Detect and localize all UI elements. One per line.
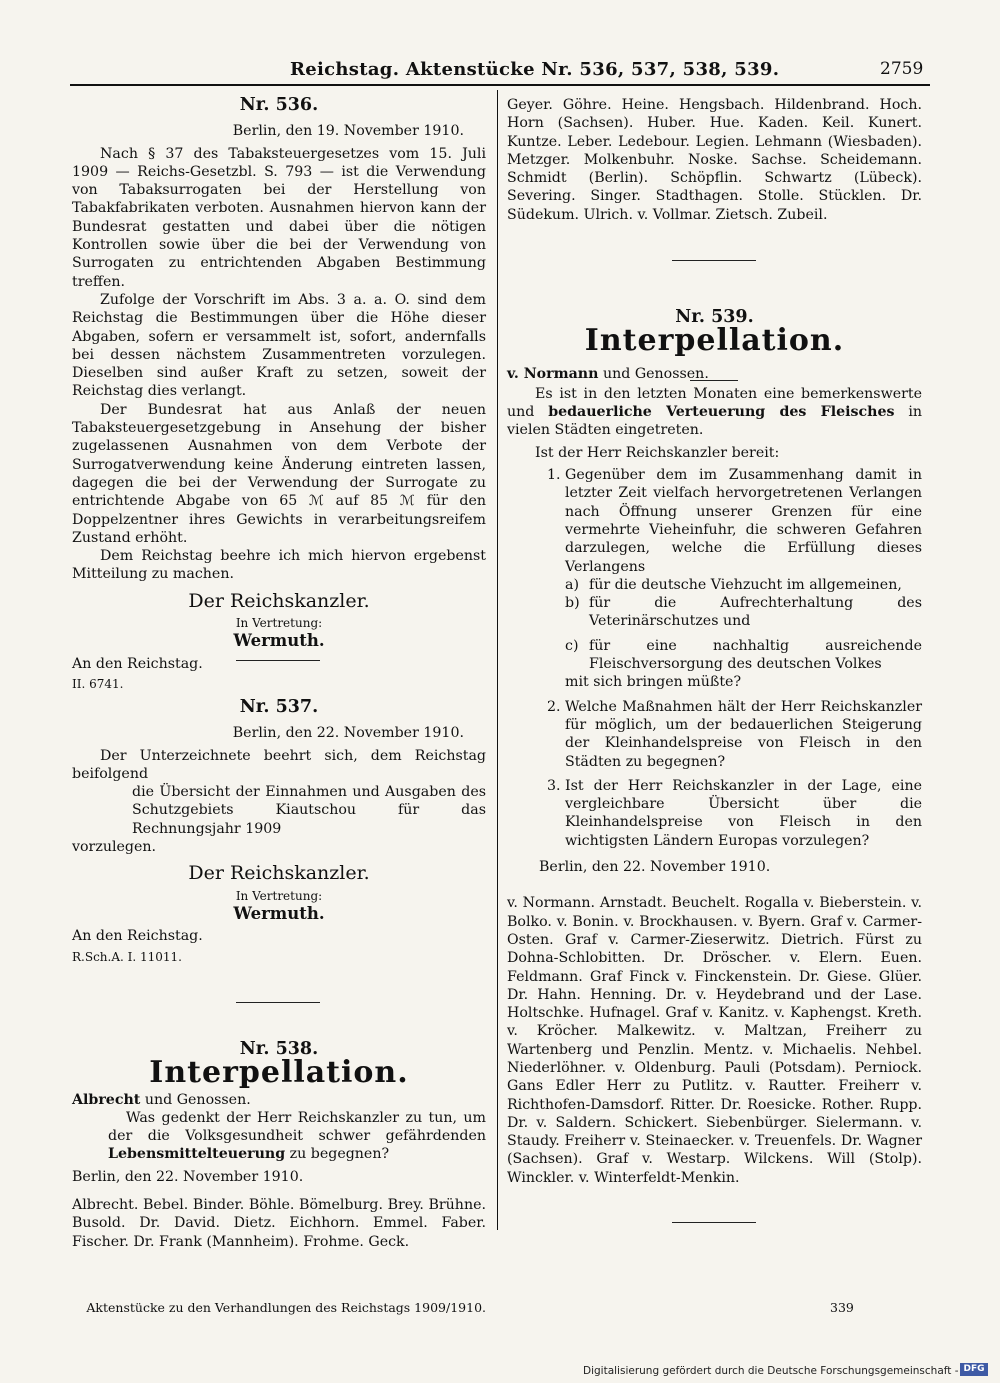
list-item-number: 2. (547, 698, 561, 715)
doc-537-signer: Der Reichskanzler. (188, 862, 370, 885)
sub-item-a (507, 576, 922, 594)
doc-536-paragraph-1: Nach § 37 des Tabaksteuergesetzes vom 15. Juli 1909 — Reichs-Gesetzbl. S. 793 — ist die Verwendung von Tabaksurrogaten bei der Herstellung von Tabakfabrikaten verboten. Ausnahmen hiervon kann der Bundesrat gestatten und dabei über die nötigen Kontrollen sowie über die bei der Verwendung von Surrogaten zu entrichtenden Abgaben Bestimmung treffen. (72, 145, 486, 290)
column-divider (497, 90, 498, 1230)
doc-536-signature-name: Wermuth. (233, 631, 325, 651)
running-head: Reichstag. Aktenstücke Nr. 536, 537, 538, 539. (290, 59, 780, 80)
heading-rule (690, 380, 738, 381)
page-header (0, 55, 1000, 85)
footer-sheet-number: 339 (830, 1300, 854, 1315)
sub-item-b (507, 594, 922, 631)
doc-538-signatories: Albrecht. Bebel. Binder. Böhle. Bömelburg. Brey. Brühne. Busold. Dr. David. Dietz. Eichhorn. Emmel. Faber. Fischer. Dr. Frank (Mannheim). Frohme. Geck. (72, 1197, 486, 1250)
doc-537-paragraph-1: Der Unterzeichnete beehrt sich, dem Reichstag beifolgend (72, 747, 486, 782)
list-item-text: Ist der Herr Reichskanzler in der Lage, eine vergleichbare Übersicht über die Kleinhandelspreise von Fleisch in den wichtigsten Ländern Europas vorzulegen? (565, 777, 922, 849)
doc-539-p1-part-2: in vielen Städten eingetreten. (507, 404, 922, 439)
doc-539-paragraph-2: Ist der Herr Reichskanzler bereit: (535, 444, 780, 461)
list-item-number: 1. (547, 467, 561, 484)
sub-item-label: c) (565, 637, 579, 654)
doc-536-paragraph-4: Dem Reichstag beehre ich mich hiervon ergebenst Mitteilung zu machen. (72, 548, 486, 583)
list-item-3 (507, 777, 922, 850)
sub-item-c (507, 637, 922, 674)
doc-538-signatories-continued: Geyer. Göhre. Heine. Hengsbach. Hildenbrand. Hoch. Horn (Sachsen). Huber. Hue. Kaden. Keil. Kunert. Kuntze. Leber. Ledebour. Legien. Lehmann (Wiesbaden). Metzger. Molkenbuhr. Noske. Sachse. Scheidemann. Schmidt (Berlin). Schöpflin. Schwartz (Lübeck). Severing. Singer. Stadthagen. Stolle. Stücklen. Dr. Südekum. Ulrich. v. Vollmar. Zietsch. Zubeil. (507, 97, 922, 223)
dfg-logo-icon: DFG (960, 1363, 988, 1376)
list-item-text: Gegenüber dem im Zusammenhang damit in letzter Zeit vielfach hervorgetretenen Verlangen nach Öffnung unserer Grenzen für eine vermehrte Vieheinfuhr, die schweren Gefahren darzulegen, welche die Erfüllung dieses Verlangens (565, 467, 922, 575)
right-column-539 (507, 308, 922, 1187)
sub-item-label: a) (565, 576, 579, 593)
doc-536-addressee: An den Reichstag. (72, 655, 203, 672)
header-rule (70, 84, 930, 86)
doc-536-vertretung: In Vertretung: (235, 616, 323, 631)
doc-538-question (72, 1109, 486, 1164)
doc-538-by-rest: und Genossen. (140, 1091, 251, 1108)
doc-538-question-bold: Lebensmittelteuerung (108, 1146, 286, 1163)
sub-item-text: für die Aufrechterhaltung des Veterinärschutzes und (589, 595, 922, 630)
doc-536-date: Berlin, den 19. November 1910. (232, 123, 464, 140)
doc-539-heading: Interpellation. (584, 323, 845, 359)
doc-538-by-name: Albrecht (72, 1091, 141, 1108)
doc-539-by-name: v. Normann (507, 365, 599, 382)
doc-537-reference: R.Sch.A. I. 11011. (72, 949, 182, 964)
footer-note: Aktenstücke zu den Verhandlungen des Reichstags 1909/1910. (86, 1300, 486, 1315)
doc-538-question-part-1: Was gedenkt der Herr Reichskanzler zu tun, um der die Volksgesundheit schwer gefährdenden (108, 1109, 486, 1145)
sub-item-text: für eine nachhaltig ausreichende Fleischversorgung des deutschen Volkes (589, 637, 922, 673)
doc-536-paragraph-2: Zufolge der Vorschrift im Abs. 3 a. a. O. sind dem Reichstag die Bestimmungen über die Höhe dieser Abgaben, sofern er versammelt ist, sofort, andernfalls bei dessen nächstem Zusammentreten vorzulegen. Dieselben sind außer Kraft zu setzen, soweit der Reichstag dies verlangt. (72, 291, 486, 400)
doc-539-date: Berlin, den 22. November 1910. (539, 859, 771, 876)
left-column-538 (72, 1040, 486, 1251)
doc-537-paragraph-2: vorzulegen. (72, 839, 157, 856)
list-item-1 (507, 466, 922, 576)
doc-536-title: Nr. 536. (239, 95, 319, 115)
separator-rule (672, 1222, 756, 1223)
doc-538-date: Berlin, den 22. November 1910. (72, 1168, 304, 1185)
separator-rule (672, 260, 756, 261)
doc-537-signature-name: Wermuth. (233, 903, 325, 923)
doc-539-signatories: v. Normann. Arnstadt. Beuchelt. Rogalla v. Bieberstein. v. Bolko. v. Bonin. v. Brockhausen. v. Byern. Graf v. Carmer-Osten. Graf v. Carmer-Zieserwitz. Dietrich. Fürst zu Dohna-Schlobitten. Dr. Dröscher. v. Elern. Euen. Feldmann. Graf Finck v. Finckenstein. Dr. Giese. Glüer. Dr. Hahn. Henning. Dr. v. Heydebrand und der Lase. Holtschke. Hufnagel. Graf v. Kanitz. v. Kaphengst. Kreth. v. Kröcher. Malkewitz. v. Maltzan, Freiherr zu Wartenberg und Penzlin. Mentz. v. Michaelis. Nehbel. Niederlöhner. v. Oldenburg. Pauli (Potsdam). Perniock. Gans Edler Herr zu Putlitz. v. Rautter. Freiherr v. Richthofen-Damsdorf. Ritter. Dr. Roesicke. Rother. Rupp. Dr. v. Saldern. Schickert. Siebenbürger. Sielermann. v. Staudy. Freiherr v. Steinaecker. v. Treuenfels. Dr. Wagner (Sachsen). Graf v. Westarp. Wilckens. Will (Stolp). Winckler. v. Winterfeldt-Menkin. (507, 895, 922, 1186)
doc-539-by-rest: und Genossen. (598, 365, 709, 382)
left-column-537 (72, 698, 486, 966)
doc-538-byline (72, 1091, 486, 1109)
list-item-text: Welche Maßnahmen hält der Herr Reichskanzler für möglich, um der bedauerlichen Steigerung der Kleinhandelspreise von Fleisch in den Städten zu begegnen? (565, 698, 922, 770)
doc-537-quote: die Übersicht der Einnahmen und Ausgaben des Schutzgebiets Kiautschou für das Rechnungsjahr 1909 (132, 784, 486, 837)
doc-537-addressee: An den Reichstag. (72, 928, 203, 945)
list-item-2 (507, 698, 922, 771)
right-column (507, 96, 922, 224)
doc-539-paragraph-1 (507, 385, 922, 440)
sub-item-label: b) (565, 595, 580, 612)
doc-536-reference: II. 6741. (72, 676, 124, 691)
doc-539-title: Nr. 539. (675, 307, 754, 327)
page-number: 2759 (880, 59, 924, 79)
doc-536-signer: Der Reichskanzler. (188, 589, 370, 612)
doc-537-date: Berlin, den 22. November 1910. (232, 725, 464, 742)
doc-539-bringen: mit sich bringen müßte? (565, 674, 742, 691)
sub-item-text: für die deutsche Viehzucht im allgemeinen, (589, 576, 902, 593)
doc-537-title: Nr. 537. (239, 697, 319, 717)
doc-536-paragraph-3: Der Bundesrat hat aus Anlaß der neuen Tabaksteuergesetzgebung in Ansehung der bisher zugelassenen Ausnahmen von dem Verbote der Surrogatverwendung keine Änderung eintreten lassen, dagegen die bei der Verwendung der Surrogate zu entrichtende Abgabe von 65 ℳ auf 85 ℳ für den Doppelzentner ihres Gewichts in verarbeitungsreifem Zustand erhöht. (72, 401, 486, 546)
separator-rule (236, 660, 320, 661)
list-item-number: 3. (547, 777, 561, 794)
doc-538-heading: Interpellation. (149, 1055, 409, 1091)
doc-537-vertretung: In Vertretung: (235, 888, 323, 903)
doc-539-p1-bold: bedauerliche Verteuerung des Fleisches (548, 404, 895, 421)
doc-539-p1-part-1: Es ist in den letzten Monaten eine bemerkenswerte und (507, 385, 922, 421)
left-column (72, 96, 486, 693)
dfg-credit: Digitalisierung gefördert durch die Deutsche Forschungsgemeinschaft - (583, 1365, 959, 1377)
doc-538-title: Nr. 538. (239, 1039, 319, 1059)
separator-rule (236, 1002, 320, 1003)
doc-538-question-part-2: zu begegnen? (285, 1146, 390, 1163)
